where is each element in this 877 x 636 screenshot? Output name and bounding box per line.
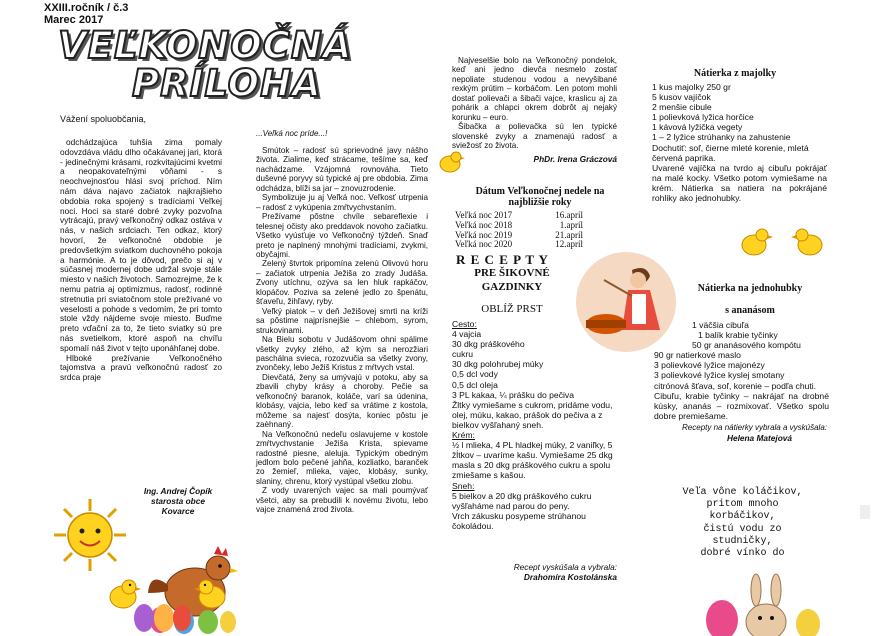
ingredient: 5 kusov vajíčok — [652, 92, 711, 103]
recipes-title: R E C E P T Y — [456, 252, 549, 267]
ingredient: 4 vajcia — [452, 329, 482, 340]
signature-name: Ing. Andrej Čopík — [143, 486, 213, 496]
ingredient: 1 balík krabie tyčinky — [698, 330, 778, 341]
recipe-body — [452, 319, 617, 531]
column3-intro — [452, 56, 617, 151]
paragraph: Symbolizuje ju aj Veľká noc. Veľkosť utrpenia – radosť z vykúpenia zmŕtvychvstaním. — [256, 193, 428, 212]
paragraph: Prežívame pôstne chvíle sebareflexie i telesnej očisty ako preddavok novoho začiatku. Všetko vyúsťuje vo Veľkonočný týždeň. Snaď preto je naplnený mnohými tradíciami, zvykmi, obyčajmi. — [256, 212, 428, 259]
ingredient: 1 – 2 lyžice strúhanky na zahustenie — [652, 132, 791, 143]
paragraph: Veľký piatok – v deň Ježišovej smrti na kríži sa pôstime najprísnejšie – chlebom, syrom, strukovinami. — [256, 306, 428, 335]
section-label: Cesto: — [452, 319, 477, 329]
ingredient: 30 dkg práškového cukru — [452, 339, 525, 360]
poem-line: dobré vínko do — [700, 548, 785, 560]
table-row — [455, 240, 583, 250]
poem-line: studničky, — [712, 535, 773, 547]
paragraph: Na Veľkonočnú nedeľu oslavujeme v kostole zmŕtvychvstanie Ježiša Krista, spievame radostné piesne, aleluja. Typickým obedným jedlom bolo pečené jahňa, kozliatko, baranček zo žemieľ, mlieka, vajec, klobásy, sunky, slaniny, chrenu, ktorý vystúpal všetku zlobu. — [256, 429, 428, 486]
spread2-body — [654, 320, 829, 421]
instruction: Vrch zákusku posypeme strúhanou čokoládou. — [452, 510, 586, 531]
signature-place: Kovarce — [161, 505, 195, 516]
title-line1: VEĽKONOČNÁ — [58, 24, 353, 67]
signature-role: starosta obce — [151, 495, 205, 506]
instruction: Uvarené vajíčka na tvrdo aj cibuľu pokrájať na malé kocky. Všetko potom vymiešame na krém. Nátierka sa natiera na pokrájané rohliky ako jednohubky. — [652, 162, 827, 204]
intro-author: PhDr. Irena Gráczová — [533, 154, 617, 164]
ingredient: 90 gr natierkové maslo — [654, 350, 741, 361]
page-marker — [860, 505, 870, 519]
ingredient: Dochutiť: soľ, čierne mleté korenie, mletá červená paprika. — [652, 142, 809, 163]
ingredient: 1 kus majolky 250 gr — [652, 82, 731, 92]
easter-dates-title: Dátum Veľkonočnej nedele na najbližšie roky — [475, 186, 605, 208]
section-label: Krém: — [452, 430, 475, 441]
date-value: 16.apríl — [555, 210, 583, 220]
date-label: Veľká noc 2017 — [455, 210, 513, 220]
ingredient: 3 PL kakaa, ¼ prášku do pečiva — [452, 389, 574, 400]
spread2-author: Helena Matejová — [726, 433, 792, 443]
recipe-credit: Recept vyskúšala a vybrala: — [513, 562, 617, 572]
recipe-author: Drahomíra Kostolánska — [523, 572, 617, 582]
issue-date: Marec 2017 — [44, 14, 104, 26]
recipe-title: OBLÍŽ PRST — [481, 303, 543, 315]
chick-icon — [436, 148, 466, 174]
chick-icon — [190, 575, 232, 611]
ingredient: 3 polievkové lyžice majonézy — [654, 360, 765, 371]
bunny-icon — [700, 572, 830, 636]
easter-dates-table — [455, 211, 583, 250]
instruction: 5 bielkov a 20 dkg práškového cukru vyšľaháme nad parou do peny. — [452, 490, 592, 511]
paragraph: Zelený štvrtok pripomína zelenú Olivovú horu – začiatok utrpenia Ježiša zo zrady Judáša. Zvony utíchnu, ozýva sa len hluk rapkáčov, klopáčov. Poziva sa zelené jedlo zo špenátu, šťaveľu, žihľavy, ryby. — [256, 259, 428, 307]
date-label: Veľká noc 2020 — [455, 239, 513, 250]
date-label: Veľká noc 2018 — [455, 219, 513, 230]
column2-text — [256, 146, 428, 515]
spread1-title: Nátierka z majolky — [693, 68, 777, 79]
date-value: 1.apríl — [559, 219, 583, 230]
ingredient: 1 väčšia cibuľa — [692, 320, 749, 330]
sun-icon — [50, 495, 130, 575]
paragraph: Na Bielu sobotu v Judášovom ohni spálime všetky zvyky zlého, až kým sa nerozžiari paschálna svieca, rozozvučia sa všetky zvony, zvončeky, lebo Ježiš Kristus z mŕtvych vstal. — [256, 335, 428, 373]
paragraph: odchádzajúca tuhšia zima pomaly odovzdáva vládu dlho očakávanej jari, ktorá - jedinečnými krásami, rozkvitajúcimi kvetmi a neopakovateľnými vôňami - s neochvejnosťou hlási svoj príchod. Ním nám dáva najavo začiatok najkrajšieho obdobia roka spojený s tradíciami Veľkej noci. Hoci sa staré dobré zvyky pozvoľna vytrácajú, pravý veľkonočný odkaz ostáva v nás, v našich srdciach. Ten odkaz, ktorý hovorí, že veľkonočné obdobie je predovšetkým sviatkom duchovného pokoja a harmónie. A to je dôvod, prečo si aj v súčasnej modernej dobe udržal svoje stále miesto v našich životoch. Samozrejme, že k nemu patria aj optimizmus, radosť, rodinné stretnutia pri sviatočnom stole prežívané vo veselosti a pohode s vedomím, že pri tomto stole vždy nájdeme svoje miesto. Buďme preto vďační za to, že tieto sviatky sú pre nás svetielkom, ktoré aspoň na chvíľu spomalí náš život v tejto uponáhľanej dobe. — [60, 137, 222, 353]
title-line2: PRÍLOHA — [132, 62, 322, 105]
spread2-subtitle: s ananásom — [725, 305, 775, 316]
paragraph: Hlboké prežívanie Veľkonočného tajomstva a pravú veľkonočnú radosť zo srdca praje — [60, 352, 222, 383]
paragraph: Šibačka a polievačka sú len typické slovenské zvyky a znamenajú radosť a sviežosť zo života. — [452, 122, 617, 151]
paragraph: Smútok – radosť sú sprievodné javy nášho života. Zialime, keď strácame, tešíme sa, keď nachádzame. Vzájomná rovnováha. Tieto duševné poryvy sú typické aj pre obdobia. Zima odchádza, blíži sa jar – znovuzrodenie. — [256, 146, 428, 193]
paragraph: Z vody uvarených vajec sa mali poumývať všetci, aby sa prebudili k novému životu, lebo vajce znamená zrod života. — [256, 486, 428, 515]
chick-icon — [790, 225, 826, 257]
column2-heading: ...Veľká noc príde...! — [256, 129, 328, 138]
poem — [650, 487, 835, 560]
paragraph: Najveselšie bolo na Veľkonočný pondelok, keď ani jedno dievča nesmelo zostať nepoliate studenou vodou a nevyšibané rexkým prútim – korbáčom. Len potom mohli dostať polievači a šibači vajce, kraslicu aj za pohárik a chlapci okrem dobrôt aj nejaký korunku – euro. — [452, 56, 617, 122]
spread2-credit: Recepty na nátierky vybrala a vyskúšala: — [682, 423, 827, 432]
ingredient: 1 kávová lyžička vegety — [652, 122, 743, 133]
instruction: ½ l mlieka, 4 PL hladkej múky, 2 vaniľky, 5 žĺtkov – uvaríme kašu. Vymiešame 25 dkg masla s 20 dkg práškového cukru a spolu zmiešame s kašou. — [452, 440, 613, 481]
ingredient: 0,5 dcl vody — [452, 369, 498, 380]
ingredient: 2 menšie cibule — [652, 102, 712, 113]
poem-line: Veľa vône koláčikov, — [682, 487, 803, 498]
ingredient: 30 dkg polohrubej múky — [452, 359, 544, 370]
poem-line: korbáčikov, — [709, 511, 776, 523]
date-value: 12.apríl — [555, 239, 583, 250]
signature — [118, 487, 238, 516]
column1-text — [60, 138, 222, 383]
chick-icon — [738, 225, 774, 257]
paragraph: Dievčatá, ženy sa umývajú v potoku, aby sa zbavili chyby krásy a choroby. Pečie sa veľkonočný baranok, koláče, varí sa údenina, klobásy, vajcia, lebo keď sa vrátime z kostola, môžeme sa najesť dosýta, koniec pôstu je zaèhnaný. — [256, 372, 428, 430]
poem-line: pritom mnoho — [706, 499, 779, 511]
date-label: Veľká noc 2019 — [455, 229, 513, 240]
ingredient: 3 polievkové lyžice kyslej smotany — [654, 370, 785, 381]
ingredient: citrónová šťava, soľ, korenie – podľa chuti. — [654, 380, 817, 391]
recipes-subtitle: GAZDINKY — [481, 281, 543, 293]
instruction: Cibuľu, krabie tyčinky – nakrájať na drobné kúsky, ananás – rozmixovať. Všetko spolu dobre premiešame. — [654, 390, 829, 421]
salutation: Vážení spoluobčania, — [60, 114, 147, 124]
recipes-subtitle: PRE ŠIKOVNÉ — [474, 267, 550, 279]
ingredient: 50 gr ananásového kompótu — [692, 340, 801, 351]
date-value: 21.apríl — [555, 229, 583, 240]
poem-line: čistú vodu zo — [703, 523, 782, 535]
ingredient: 0,5 dcl oleja — [452, 379, 498, 390]
instruction: Žltky vymiešame s cukrom, pridáme vodu, olej, múku, kakao, prášok do pečiva a z bielkov vyšľahaný sneh. — [452, 399, 613, 430]
spread2-title: Nátierka na jednohubky — [697, 283, 803, 294]
section-label: Sneh: — [452, 480, 475, 491]
ingredient: 1 polievková lyžica horčice — [652, 112, 754, 123]
issue-number: XXIII.ročník / č.3 — [44, 2, 129, 14]
easter-egg-icon — [130, 598, 192, 634]
spread1-body — [652, 82, 827, 203]
